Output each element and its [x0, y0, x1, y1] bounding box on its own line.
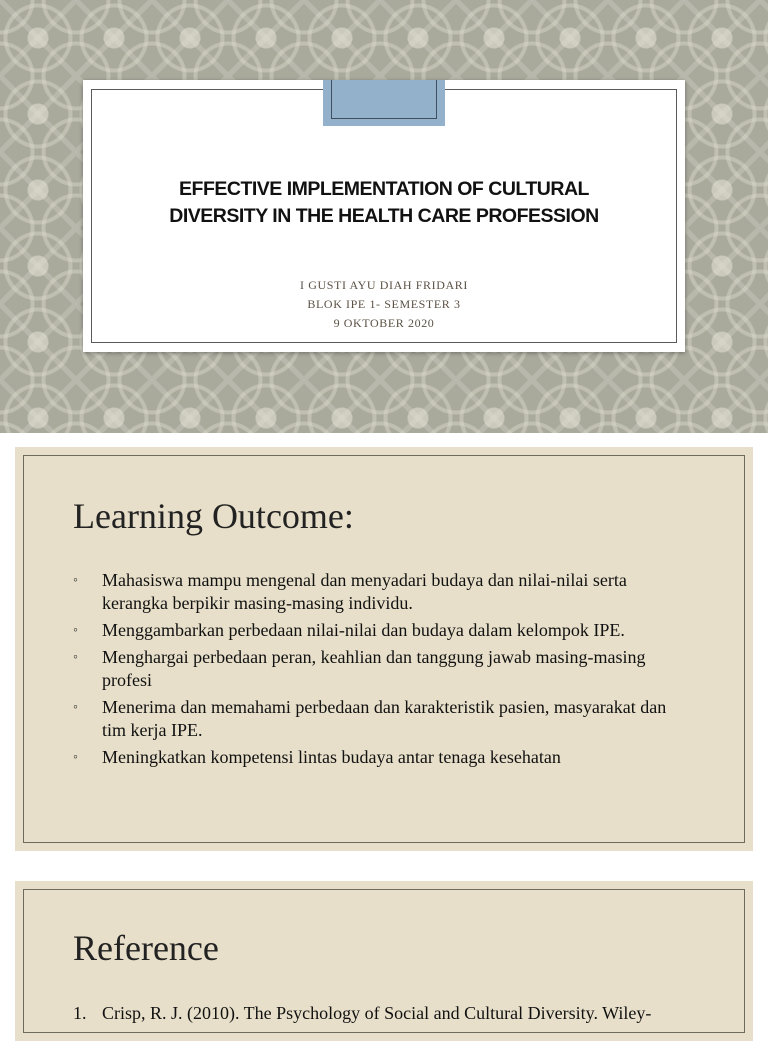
learning-outcome-list — [73, 569, 693, 773]
title-tab-decoration — [323, 80, 445, 126]
bullet-marker-icon: ◦ — [73, 573, 78, 588]
bullet-marker-icon: ◦ — [73, 750, 78, 765]
bullet-marker-icon: ◦ — [73, 650, 78, 665]
list-item — [73, 746, 693, 769]
author-name: I GUSTI AYU DIAH FRIDARI — [300, 278, 468, 292]
learning-outcome-slide — [15, 447, 753, 851]
list-item-text: Mahasiswa mampu mengenal dan menyadari budaya dan nilai-nilai serta kerangka berpikir masing-masing individu. — [102, 570, 627, 613]
reference-item — [73, 1002, 713, 1025]
title-card — [83, 80, 685, 352]
title-tab-border — [331, 80, 437, 119]
presentation-title — [103, 176, 665, 230]
reference-list — [73, 1002, 713, 1025]
list-item-text: Meningkatkan kompetensi lintas budaya antar tenaga kesehatan — [102, 747, 561, 767]
list-item-text: Menerima dan memahami perbedaan dan karakteristik pasien, masyarakat dan tim kerja IPE. — [102, 697, 667, 740]
bullet-marker-icon: ◦ — [73, 700, 78, 715]
slide-heading: Learning Outcome: — [73, 496, 354, 536]
title-slide — [0, 0, 768, 433]
title-meta — [83, 276, 685, 333]
list-item — [73, 619, 693, 642]
list-item — [73, 569, 693, 615]
block-info: BLOK IPE 1- SEMESTER 3 — [307, 297, 461, 311]
title-line-1: EFFECTIVE IMPLEMENTATION OF CULTURAL — [179, 178, 589, 200]
presentation-date: 9 OKTOBER 2020 — [333, 316, 435, 330]
reference-text: Crisp, R. J. (2010). The Psychology of Social and Cultural Diversity. Wiley- — [102, 1003, 652, 1023]
slide-heading: Reference — [73, 928, 219, 968]
bullet-marker-icon: ◦ — [73, 623, 78, 638]
list-item-text: Menggambarkan perbedaan nilai-nilai dan budaya dalam kelompok IPE. — [102, 620, 625, 640]
title-line-2: DIVERSITY IN THE HEALTH CARE PROFESSION — [169, 205, 599, 227]
reference-slide — [15, 881, 753, 1041]
list-item — [73, 646, 693, 692]
reference-number: 1. — [73, 1003, 87, 1023]
list-item — [73, 696, 693, 742]
list-item-text: Menghargai perbedaan peran, keahlian dan tanggung jawab masing-masing profesi — [102, 647, 646, 690]
